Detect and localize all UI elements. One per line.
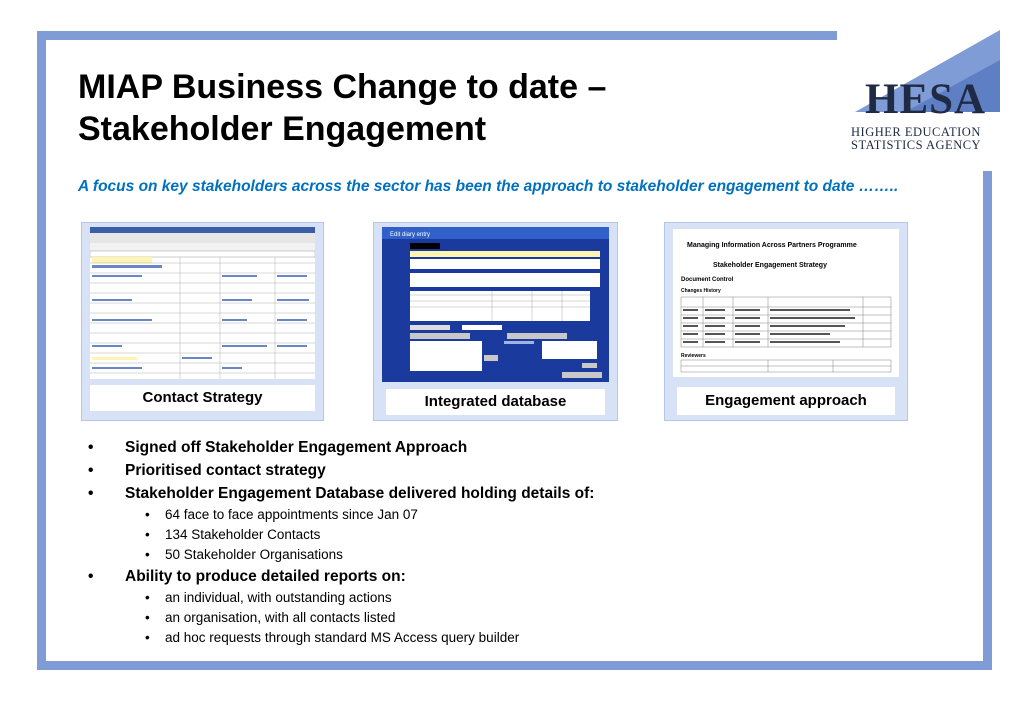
sub-bullet-item [88,505,948,525]
bullet-text: Ability to produce detailed reports on: [125,568,406,585]
sub-bullet-item [88,588,948,608]
sub-bullet-text: 134 Stakeholder Contacts [165,527,321,542]
frame-left-bar [37,31,46,670]
sub-bullet-text: an individual, with outstanding actions [165,590,392,605]
contact-strategy-caption: Contact Strategy [90,385,315,411]
sub-bullet-dot-icon: • [145,507,150,522]
sub-bullet-text: 50 Stakeholder Organisations [165,547,343,562]
sub-bullet-item [88,525,948,545]
db-form-title: Edit diary entry [390,232,431,238]
engagement-approach-screenshot [664,222,908,421]
logo-subtitle [851,126,981,152]
sub-bullet-dot-icon: • [145,630,150,645]
document-preview [673,229,899,377]
integrated-database-screenshot [373,222,618,421]
database-form-preview [382,227,609,382]
bullet-dot-icon: • [88,485,94,502]
sub-bullet-text: 64 face to face appointments since Jan 07 [165,507,418,522]
document-preview-icon [673,229,899,377]
spreadsheet-grid-icon [90,227,315,379]
bullet-list [88,436,948,648]
sub-bullet-item [88,628,948,648]
sub-bullet-dot-icon: • [145,527,150,542]
sub-bullet-dot-icon: • [145,610,150,625]
doc-section-control: Document Control [681,277,734,283]
contact-strategy-screenshot [81,222,324,421]
bullet-text: Signed off Stakeholder Engagement Approach [125,439,468,456]
sub-bullet-item [88,608,948,628]
bullet-text: Prioritised contact strategy [125,462,326,479]
bullet-dot-icon: • [88,439,94,456]
logo-subtitle-line2: STATISTICS AGENCY [851,138,982,152]
sub-bullet-text: ad hoc requests through standard MS Access query builder [165,630,520,645]
frame-top-bar [37,31,837,40]
integrated-database-caption: Integrated database [386,389,605,415]
page-subtitle: A focus on key stakeholders across the sector has been the approach to stakeholder engagement to date …….. [78,178,899,195]
bullet-item [88,482,948,505]
database-form-icon [382,227,609,382]
logo-wordmark: HESA [865,76,987,123]
page-title-line2: Stakeholder Engagement [78,110,487,148]
hesa-logo [845,30,1000,160]
frame-bottom-bar [37,661,992,670]
sub-bullet-dot-icon: • [145,547,150,562]
sub-bullet-item [88,545,948,565]
bullet-item [88,565,948,588]
doc-heading: Managing Information Across Partners Programme [687,242,857,249]
bullet-text: Stakeholder Engagement Database delivered holding details of: [125,485,595,502]
doc-section-reviewers: Reviewers [681,353,706,359]
logo-subtitle-line1: HIGHER EDUCATION [851,125,981,139]
spreadsheet-preview [90,227,315,379]
doc-title: Stakeholder Engagement Strategy [713,262,827,269]
frame-right-bar [983,171,992,670]
sub-bullet-dot-icon: • [145,590,150,605]
sub-bullet-text: an organisation, with all contacts listed [165,610,396,625]
doc-section-changes: Changes History [681,288,721,294]
engagement-approach-caption: Engagement approach [677,387,895,415]
bullet-dot-icon: • [88,568,94,585]
page-title-line1: MIAP Business Change to date – [78,68,607,106]
bullet-item [88,459,948,482]
page-title [78,66,778,150]
bullet-dot-icon: • [88,462,94,479]
bullet-item [88,436,948,459]
